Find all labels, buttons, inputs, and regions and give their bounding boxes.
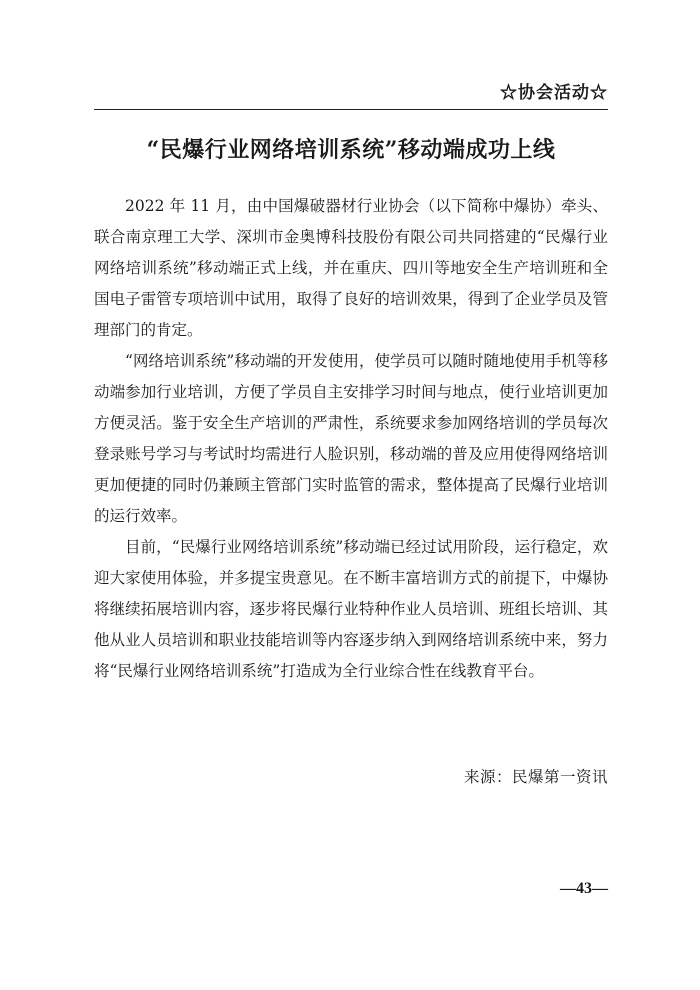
paragraph-3: 目前，“民爆行业网络培训系统”移动端已经过试用阶段，运行稳定，欢迎大家使用体验，并多提宝贵意见。在不断丰富培训方式的前提下，中爆协将继续拓展培训内容，逐步将民爆行业特种作业人员培训、班组长培训、其他从业人员培训和职业技能培训等内容逐步纳入到网络培训系统中来，努力将“民爆行业网络培训系统”打造成为全行业综合性在线教育平台。 [94, 538, 608, 680]
page-number: —43— [560, 880, 608, 897]
header-divider [94, 109, 608, 110]
article-body [94, 191, 608, 687]
article-source: 来源：民爆第一资讯 [463, 768, 608, 786]
paragraph-1: 2022 年 11 月，由中国爆破器材行业协会（以下简称中爆协）牵头、联合南京理工大学、深圳市金奥博科技股份有限公司共同搭建的“民爆行业网络培训系统”移动端正式上线，并在重庆、四川等地安全生产培训班和全国电子雷管专项培训中试用，取得了良好的培训效果，得到了企业学员及管理部门的肯定。 [94, 197, 608, 339]
paragraph-2: “网络培训系统”移动端的开发使用，使学员可以随时随地使用手机等移动端参加行业培训，方便了学员自主安排学习时间与地点，使行业培训更加方便灵活。鉴于安全生产培训的严肃性，系统要求参加网络培训的学员每次登录账号学习与考试时均需进行人脸识别，移动端的普及应用使得网络培训更加便捷的同时仍兼顾主管部门实时监管的需求，整体提高了民爆行业培训的运行效率。 [94, 352, 608, 525]
section-label: ☆协会活动☆ [500, 83, 608, 103]
article-title: “民爆行业网络培训系统”移动端成功上线 [146, 137, 556, 163]
